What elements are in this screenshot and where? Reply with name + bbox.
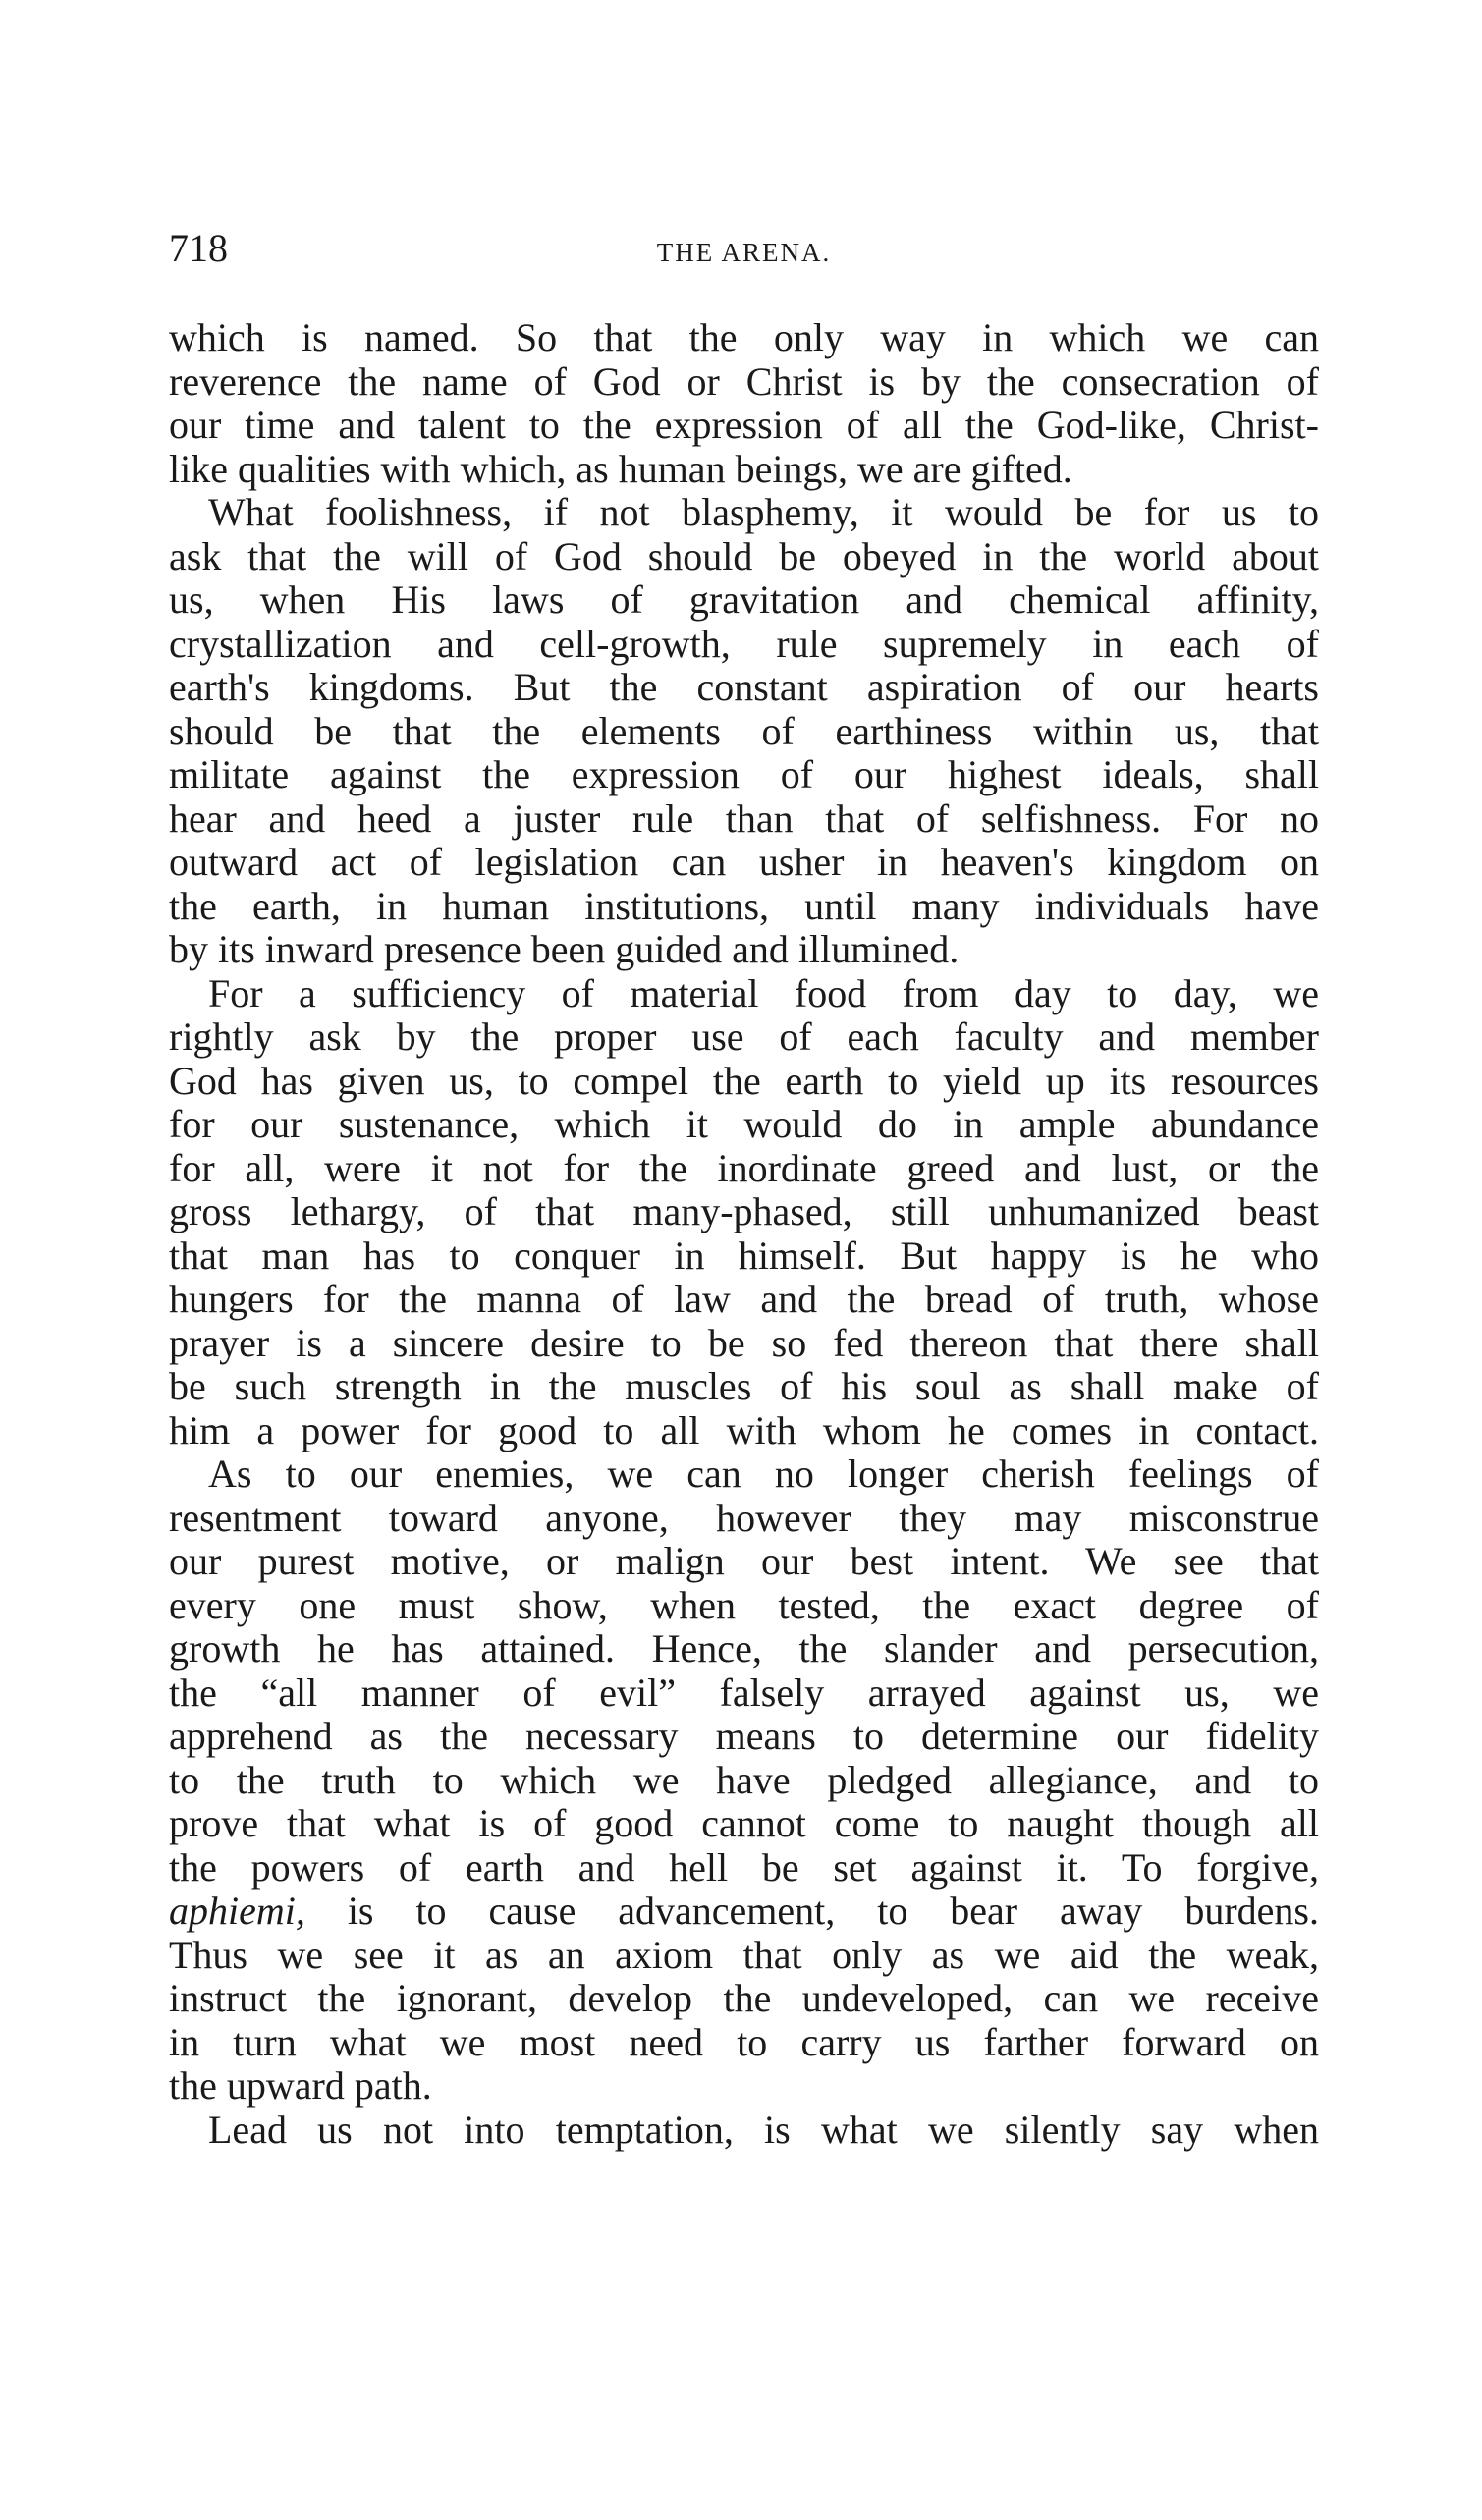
line-text: militate against the expression of our highest ideals, shall bbox=[169, 753, 1319, 796]
text-line bbox=[169, 1190, 1319, 1234]
body-text bbox=[169, 316, 1319, 2152]
line-text: ask that the will of God should be obeyed in the world about bbox=[169, 534, 1319, 578]
italic-word: aphiemi, bbox=[169, 1890, 305, 1933]
text-line bbox=[169, 753, 1319, 797]
page-number: 718 bbox=[169, 226, 228, 270]
line-text: outward act of legislation can usher in heaven's kingdom on bbox=[169, 841, 1319, 884]
line-text: reverence the name of God or Christ is by the consecration of bbox=[169, 359, 1319, 404]
text-line bbox=[169, 2064, 1319, 2109]
line-text: like qualities with which, as human beings, we are gifted. bbox=[169, 447, 1072, 491]
line-text: growth he has attained. Hence, the slander and persecution, bbox=[169, 1627, 1319, 1671]
text-line bbox=[169, 928, 1319, 972]
text-line bbox=[169, 1497, 1319, 1541]
line-text: What foolishness, if not blasphemy, it would be for us to bbox=[208, 491, 1319, 534]
line-text: prayer is a sincere desire to be so fed thereon that there shall bbox=[169, 1321, 1319, 1365]
text-line bbox=[169, 2109, 1319, 2153]
text-line bbox=[169, 1322, 1319, 1366]
text-line bbox=[169, 360, 1319, 405]
line-text: the “all manner of evil” falsely arrayed against us, we bbox=[169, 1671, 1319, 1715]
text-line bbox=[169, 1890, 1319, 1934]
line-text: rightly ask by the proper use of each faculty and member bbox=[169, 1015, 1319, 1059]
text-line bbox=[169, 535, 1319, 579]
line-text: in turn what we most need to carry us farther forward on bbox=[169, 2020, 1319, 2064]
text-line bbox=[169, 1759, 1319, 1803]
text-line bbox=[169, 623, 1319, 667]
line-text: him a power for good to all with whom he comes in contact. bbox=[169, 1408, 1319, 1452]
text-line bbox=[169, 1015, 1319, 1060]
running-header bbox=[169, 224, 1319, 273]
running-title: THE ARENA. bbox=[656, 238, 832, 267]
line-text: apprehend as the necessary means to determine our fidelity bbox=[169, 1715, 1319, 1758]
line-text: our purest motive, or malign our best intent. We see that bbox=[169, 1540, 1319, 1583]
line-text: the powers of earth and hell be set against it. To forgive, bbox=[169, 1845, 1319, 1890]
line-text: resentment toward anyone, however they may misconstrue bbox=[169, 1496, 1319, 1540]
line-text: by its inward presence been guided and illumined. bbox=[169, 928, 960, 971]
line-text: us, when His laws of gravitation and chemical affinity, bbox=[169, 578, 1319, 622]
line-text: earth's kingdoms. But the constant aspiration of our hearts bbox=[169, 666, 1319, 709]
line-text: hear and heed a juster rule than that of selfishness. For no bbox=[169, 796, 1319, 841]
text-line bbox=[169, 1802, 1319, 1846]
line-text: which is named. So that the only way in which we can bbox=[169, 316, 1319, 359]
text-line bbox=[169, 1409, 1319, 1453]
line-text: gross lethargy, of that many-phased, still unhumanized beast bbox=[169, 1190, 1319, 1233]
text-line bbox=[169, 797, 1319, 842]
line-text: For a sufficiency of material food from day to day, we bbox=[208, 971, 1319, 1015]
text-line bbox=[169, 1365, 1319, 1409]
text-line bbox=[169, 1715, 1319, 1759]
text-line bbox=[169, 841, 1319, 885]
text-line bbox=[169, 1060, 1319, 1104]
text-line bbox=[169, 1234, 1319, 1279]
text-line bbox=[169, 1584, 1319, 1628]
line-text: the earth, in human institutions, until many individuals have bbox=[169, 884, 1319, 928]
text-line bbox=[169, 885, 1319, 929]
text-line bbox=[169, 1540, 1319, 1584]
line-text: to the truth to which we have pledged allegiance, and to bbox=[169, 1758, 1319, 1802]
line-text: crystallization and cell-growth, rule supremely in each of bbox=[169, 622, 1319, 666]
line-text: hungers for the manna of law and the bread of truth, whose bbox=[169, 1278, 1319, 1321]
text-line bbox=[169, 666, 1319, 710]
line-text: Lead us not into temptation, is what we silently say when bbox=[208, 2108, 1319, 2152]
text-line bbox=[169, 1977, 1319, 2021]
text-line bbox=[169, 1846, 1319, 1890]
text-line bbox=[169, 404, 1319, 448]
line-text: should be that the elements of earthiness within us, that bbox=[169, 709, 1319, 753]
text-line bbox=[169, 710, 1319, 754]
line-text: the upward path. bbox=[169, 2064, 432, 2108]
line-text: instruct the ignorant, develop the undeveloped, can we receive bbox=[169, 1977, 1319, 2020]
text-line bbox=[169, 1452, 1319, 1497]
line-text: for all, were it not for the inordinate greed and lust, or the bbox=[169, 1146, 1319, 1190]
line-text: is to cause advancement, to bear away burdens. bbox=[304, 1890, 1319, 1933]
text-line bbox=[169, 1103, 1319, 1147]
text-line bbox=[169, 1671, 1319, 1716]
text-line bbox=[169, 448, 1319, 492]
text-line bbox=[169, 1147, 1319, 1191]
line-text: for our sustenance, which it would do in ample abundance bbox=[169, 1103, 1319, 1146]
text-line bbox=[169, 491, 1319, 535]
text-line bbox=[169, 1934, 1319, 1978]
line-text: Thus we see it as an axiom that only as we aid the weak, bbox=[169, 1933, 1319, 1977]
text-line bbox=[169, 972, 1319, 1016]
line-text: every one must show, when tested, the exact degree of bbox=[169, 1583, 1319, 1627]
text-line bbox=[169, 1627, 1319, 1671]
text-line bbox=[169, 1278, 1319, 1322]
line-text: prove that what is of good cannot come to naught though all bbox=[169, 1802, 1319, 1845]
text-line bbox=[169, 2021, 1319, 2065]
text-line bbox=[169, 316, 1319, 360]
line-text: God has given us, to compel the earth to yield up its resources bbox=[169, 1059, 1319, 1103]
line-text: our time and talent to the expression of all the God-like, Christ- bbox=[169, 404, 1319, 447]
text-line bbox=[169, 578, 1319, 623]
line-text: be such strength in the muscles of his soul as shall make of bbox=[169, 1365, 1319, 1408]
line-text: As to our enemies, we can no longer cherish feelings of bbox=[208, 1452, 1319, 1496]
line-text: that man has to conquer in himself. But happy is he who bbox=[169, 1233, 1319, 1278]
